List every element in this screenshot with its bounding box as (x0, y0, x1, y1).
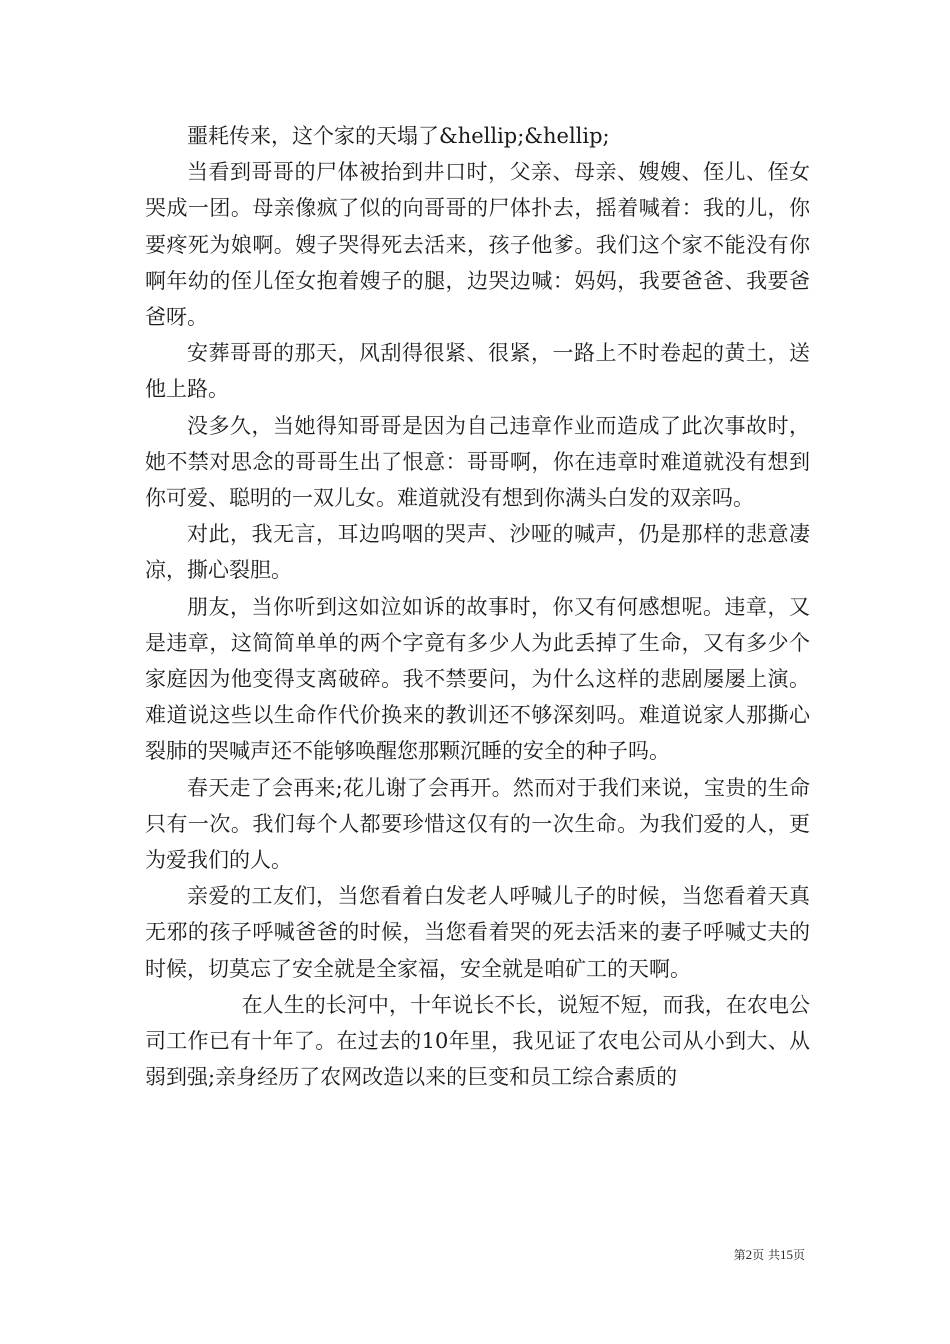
current-page-number: 2 (745, 1247, 753, 1262)
footer-prefix: 第 (733, 1248, 746, 1262)
document-body (145, 118, 810, 1095)
paragraph: 安葬哥哥的那天，风刮得很紧、很紧，一路上不时卷起的黄土，送他上路。 (145, 341, 810, 402)
footer-suffix: 页 (792, 1248, 805, 1262)
footer-middle: 页 共 (752, 1248, 780, 1262)
paragraph: 噩耗传来，这个家的天塌了&hellip;&hellip; (187, 124, 610, 148)
paragraph: 春天走了会再来;花儿谢了会再开。然而对于我们来说，宝贵的生命只有一次。我们每个人都要珍惜这仅有的一次生命。为我们爱的人，更为爱我们的人。 (145, 775, 810, 873)
paragraph: 亲爱的工友们，当您看着白发老人呼喊儿子的时候，当您看着天真无邪的孩子呼喊爸爸的时候，当您看着哭的死去活来的妻子呼喊丈夫的时候，切莫忘了安全就是全家福，安全就是咱矿工的天啊。 (145, 884, 810, 981)
total-pages-number: 15 (779, 1247, 793, 1262)
paragraph: 朋友，当你听到这如泣如诉的故事时，你又有何感想呢。违章，又是违章，这简简单单的两个字竟有多少人为此丢掉了生命，又有多少个家庭因为他变得支离破碎。我不禁要问，为什么这样的悲剧屡屡上演。难道说这些以生命作代价换来的教训还不够深刻吗。难道说家人那撕心裂肺的哭喊声还不能够唤醒您那颗沉睡的安全的种子吗。 (145, 594, 810, 764)
page-number-footer (734, 1246, 805, 1263)
paragraph: 当看到哥哥的尸体被抬到井口时，父亲、母亲、嫂嫂、侄儿、侄女哭成一团。母亲像疯了似的向哥哥的尸体扑去，摇着喊着：我的儿，你要疼死为娘啊。嫂子哭得死去活来，孩子他爹。我们这个家不能没有你啊年幼的侄儿侄女抱着嫂子的腿，边哭边喊：妈妈，我要爸爸、我要爸爸呀。 (145, 160, 810, 330)
paragraph: 在人生的长河中，十年说长不长，说短不短，而我，在农电公司工作已有十年了。在过去的10年里，我见证了农电公司从小到大、从弱到强;亲身经历了农网改造以来的巨变和员工综合素质的 (145, 992, 810, 1090)
paragraph: 对此，我无言，耳边呜咽的哭声、沙哑的喊声，仍是那样的悲意凄凉，撕心裂胆。 (145, 522, 810, 583)
paragraph: 没多久，当她得知哥哥是因为自己违章作业而造成了此次事故时，她不禁对思念的哥哥生出了恨意：哥哥啊，你在违章时难道就没有想到你可爱、聪明的一双儿女。难道就没有想到你满头白发的双亲吗。 (145, 413, 810, 511)
